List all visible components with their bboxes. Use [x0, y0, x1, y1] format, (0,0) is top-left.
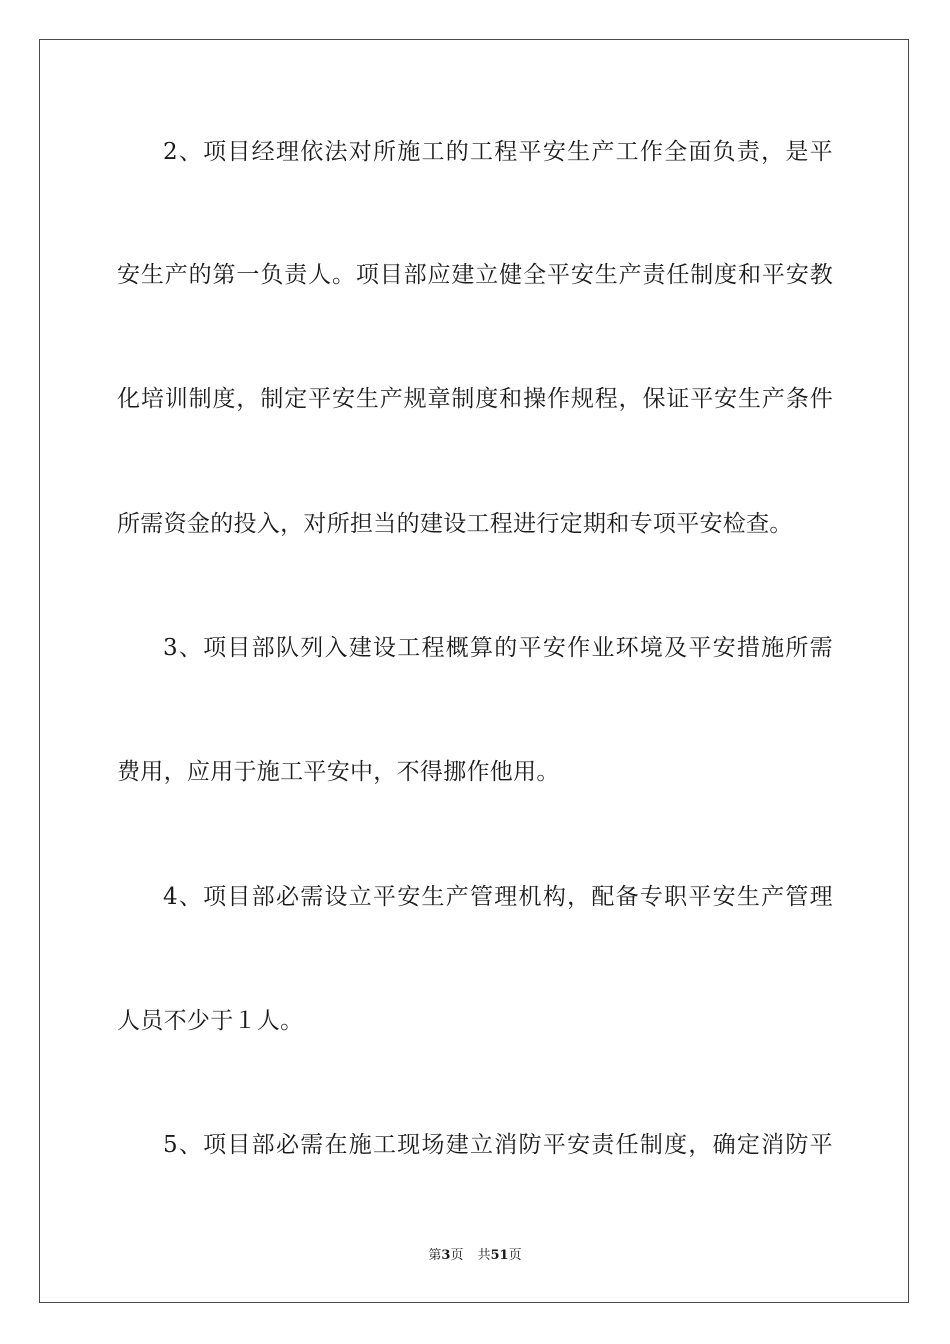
paragraph-2-line-2: 安生产的第一负责人。项目部应建立健全平安生产责任制度和平安教 — [117, 262, 833, 288]
page-prefix: 第 — [428, 1248, 442, 1263]
page-number: 3 — [441, 1248, 451, 1263]
paragraph-4-line-2: 人员不少于１人。 — [117, 1008, 304, 1034]
paragraph-2-line-4: 所需资金的投入，对所担当的建设工程进行定期和专项平安检查。 — [117, 511, 793, 537]
paragraph-5-line-1: 5、项目部必需在施工现场建立消防平安责任制度，确定消防平 — [163, 1132, 833, 1158]
paragraph-2-line-3: 化培训制度，制定平安生产规章制度和操作规程，保证平安生产条件 — [117, 386, 833, 412]
paragraph-3-line-2: 费用，应用于施工平安中，不得挪作他用。 — [117, 759, 560, 785]
total-prefix: 共 — [477, 1248, 491, 1263]
total-suffix: 页 — [508, 1248, 522, 1263]
total-pages: 51 — [490, 1248, 509, 1263]
page-border — [39, 39, 909, 1303]
paragraph-3-line-1: 3、项目部队列入建设工程概算的平安作业环境及平安措施所需 — [163, 635, 833, 661]
paragraph-2-line-1: 2、项目经理依法对所施工的工程平安生产工作全面负责，是平 — [163, 139, 833, 165]
page-suffix: 页 — [450, 1248, 464, 1263]
paragraph-4-line-1: 4、项目部必需设立平安生产管理机构，配备专职平安生产管理 — [163, 884, 833, 910]
page-footer — [0, 1247, 950, 1265]
